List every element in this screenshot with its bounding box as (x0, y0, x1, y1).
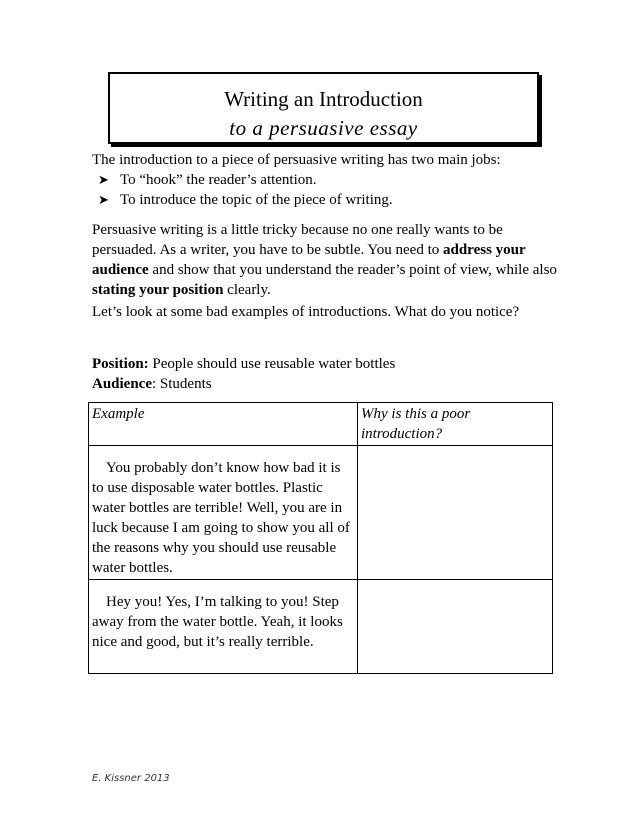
title-line-1: Writing an Introduction (224, 87, 423, 111)
examples-intro-paragraph: Let’s look at some bad examples of introductions. What do you notice? (92, 304, 520, 320)
audience-value: : Students (152, 376, 212, 392)
persuasive-text-3: clearly. (223, 282, 271, 298)
position-line (92, 354, 562, 374)
header-why: Why is this a poor introduction? (358, 403, 553, 446)
position-audience-block (92, 354, 562, 394)
persuasive-text-1: Persuasive writing is a little tricky because no one really wants to be persuaded. As a writer, you have to be subtle. You need to (92, 222, 503, 258)
list-item-text: To “hook” the reader’s attention. (120, 172, 317, 188)
position-value: People should use reusable water bottles (148, 356, 396, 372)
list-item (98, 170, 393, 190)
table-row (89, 580, 553, 674)
address-audience-emphasis: address your audience (92, 242, 526, 278)
examples-table-wrapper (88, 402, 553, 674)
answer-cell[interactable] (358, 580, 553, 674)
intro-paragraph: The introduction to a piece of persuasive writing has two main jobs: (92, 152, 501, 168)
example-text: You probably don’t know how bad it is to use disposable water bottles. Plastic water bottles are terrible! Well, you are in luck because I am going to show you all of the reasons why you should use reusable water bottles. (92, 460, 350, 576)
audience-line (92, 374, 562, 394)
arrowhead-bullet-icon: ➤ (98, 172, 109, 187)
title-box (108, 72, 539, 144)
table-header-row (89, 403, 553, 446)
example-cell (89, 580, 358, 674)
stating-position-emphasis: stating your position (92, 282, 224, 298)
jobs-list (98, 170, 393, 210)
list-item (98, 190, 393, 210)
answer-cell[interactable] (358, 446, 553, 580)
example-text: Hey you! Yes, I’m talking to you! Step away from the water bottle. Yeah, it looks nice and good, but it’s really terrible. (92, 594, 343, 650)
position-label: Position: (92, 356, 149, 372)
examples-table (88, 402, 553, 674)
example-cell (89, 446, 358, 580)
title-line-2: to a persuasive essay (229, 116, 418, 140)
table-row (89, 446, 553, 580)
footer-credit: E. Kissner 2013 (92, 773, 170, 784)
list-item-text: To introduce the topic of the piece of writing. (120, 192, 393, 208)
persuasive-paragraph (92, 220, 562, 300)
arrowhead-bullet-icon: ➤ (98, 192, 109, 207)
persuasive-text-2: and show that you understand the reader’s point of view, while also (148, 262, 557, 278)
header-example: Example (89, 403, 358, 446)
audience-label: Audience (92, 376, 152, 392)
